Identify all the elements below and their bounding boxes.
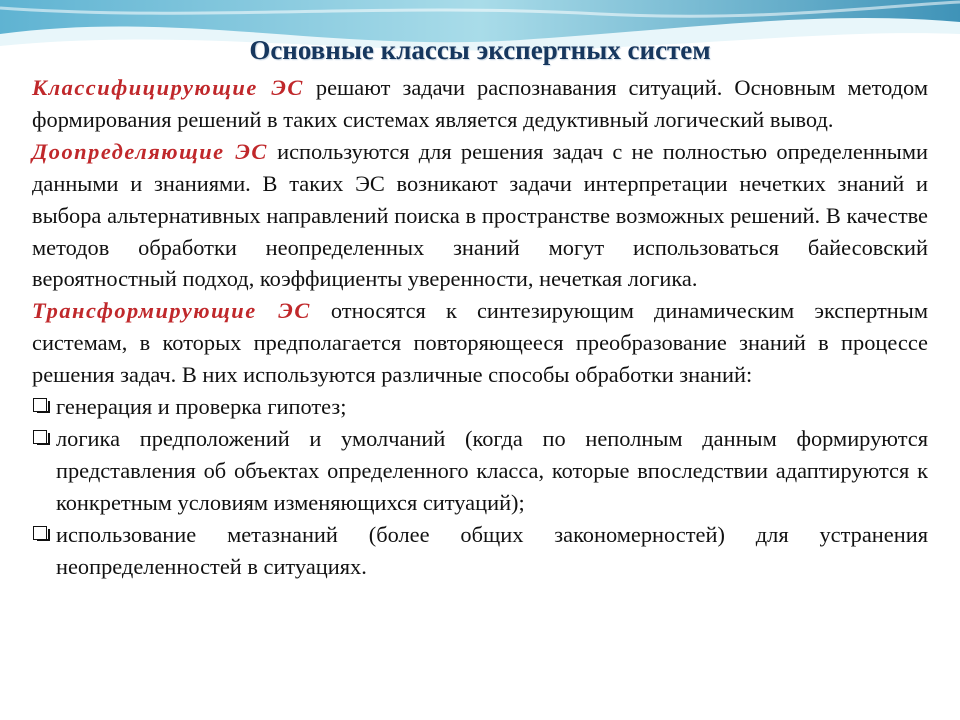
paragraph-classifying [32, 72, 928, 136]
bullet-text: использование метазнаний (более общих закономерностей) для устранения неопределенностей в ситуациях. [56, 521, 928, 579]
checkbox-bullet-icon [33, 430, 47, 444]
slide-content [32, 72, 928, 583]
paragraph-completing [32, 136, 928, 296]
bullet-text: генерация и проверка гипотез; [56, 394, 347, 420]
paragraph-text: используются для решения задач с не полностью определенными данными и знаниями. В таких ЭС возникают задачи интерпретации нечетких знаний и выбора альтернативных направлений поиска в пространстве возможных решений. В качестве методов обработки неопределенных знаний могут использоваться байесовский вероятностный подход, коэффициенты уверенности, нечеткая логика. [32, 138, 928, 292]
bullet-item [32, 519, 928, 583]
paragraph-text: решают задачи распознавания ситуаций. Основным методом формирования решений в таких системах является дедуктивный логический вывод. [32, 75, 928, 132]
term-completing: Доопределяющие ЭС [32, 138, 268, 164]
paragraph-transforming [32, 295, 928, 391]
term-classifying: Классифицирующие ЭС [32, 75, 304, 100]
bullet-text: логика предположений и умолчаний (когда по неполным данным формируются представления об объектах определенного класса, которые впоследствии адаптируются к конкретным условиям изменяющихся ситуаций); [56, 425, 928, 515]
paragraph-text: относятся к синтезирующим динамическим экспертным системам, в которых предполагается повторяющееся преобразование знаний в процессе решения задач. В них используются различные способы обработки знаний: [32, 298, 929, 388]
checkbox-bullet-icon [33, 526, 47, 540]
slide-title: Основные классы экспертных систем [249, 35, 711, 65]
bullet-item [32, 391, 928, 423]
checkbox-bullet-icon [33, 398, 47, 412]
bullet-item [32, 423, 928, 519]
term-transforming: Трансформирующие ЭС [32, 298, 311, 324]
